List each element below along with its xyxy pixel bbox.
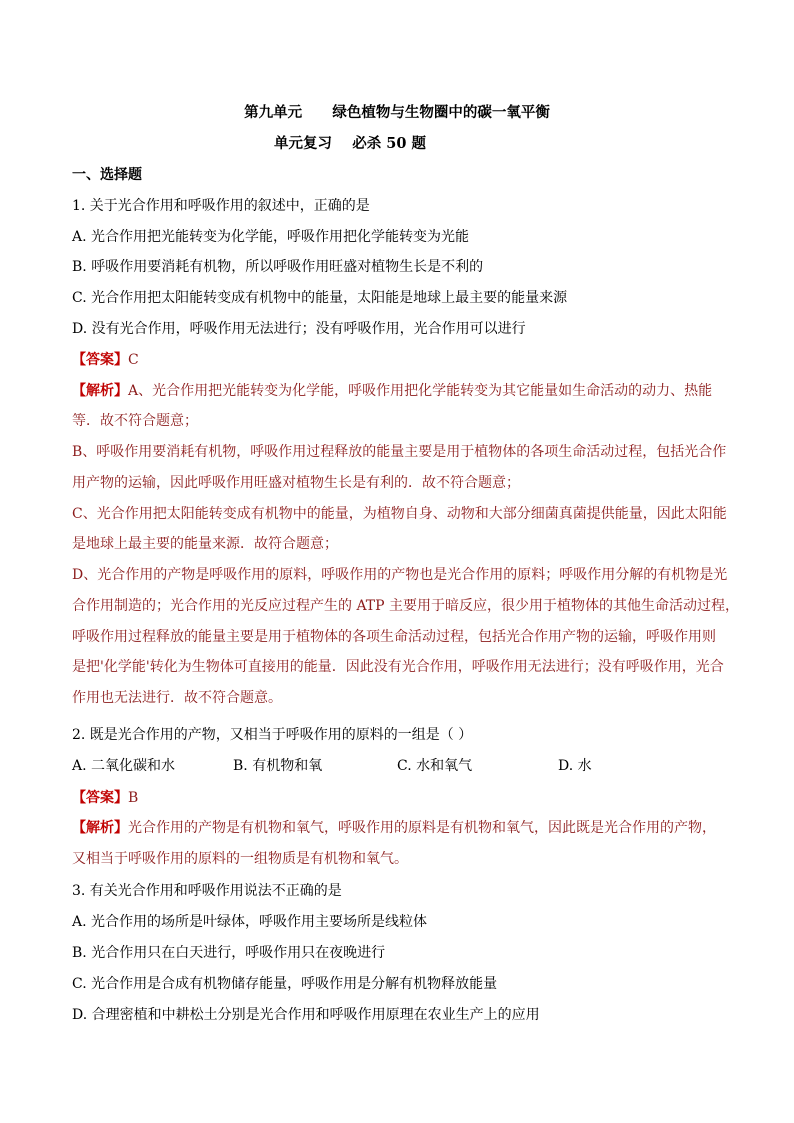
question-2-option-d: D. 水 (558, 758, 592, 774)
question-1-analysis-line (72, 381, 712, 401)
question-1-analysis-line: 用产物的运输，因此呼吸作用旺盛对植物生长是有利的．故不符合题意； (72, 475, 520, 491)
analysis-text: 光合作用的产物是有机物和氧气，呼吸作用的原料是有机物和氧气，因此既是光合作用的产物， (128, 820, 716, 836)
question-1-option-a: A. 光合作用把光能转变为化学能，呼吸作用把化学能转变为光能 (72, 229, 470, 245)
question-1-option-b: B. 呼吸作用要消耗有机物，所以呼吸作用旺盛对植物生长是不利的 (72, 259, 484, 275)
analysis-text: A、光合作用把光能转变为化学能，呼吸作用把化学能转变为其它能量如生命活动的动力、热能 (128, 383, 713, 399)
page-subtitle: 单元复习 必杀 50 题 (274, 135, 426, 152)
answer-tag: 【答案】 (72, 352, 128, 368)
question-1-analysis-line: D、光合作用的产物是呼吸作用的原料，呼吸作用的产物也是光合作用的原料；呼吸作用分解的有机物是光 (72, 567, 728, 583)
question-2-analysis-line: 又相当于呼吸作用的原料的一组物质是有机物和氧气。 (72, 851, 408, 867)
question-1-analysis-line: 是地球上最主要的能量来源．故符合题意； (72, 536, 338, 552)
question-2-answer (72, 788, 138, 808)
analysis-tag: 【解析】 (72, 820, 128, 836)
question-3-stem: 3. 有关光合作用和呼吸作用说法不正确的是 (72, 883, 342, 899)
question-2-option-b: B. 有机物和氧 (233, 758, 323, 774)
question-1-analysis-line: 是把'化学能'转化为生物体可直接用的能量．因此没有光合作用，呼吸作用无法进行；没有呼吸作用，光合 (72, 659, 724, 675)
question-2-stem: 2. 既是光合作用的产物，又相当于呼吸作用的原料的一组是（ ） (72, 727, 473, 743)
question-2-option-c: C. 水和氧气 (397, 758, 473, 774)
question-1-analysis-line: C、光合作用把太阳能转变成有机物中的能量，为植物自身、动物和大部分细菌真菌提供能量，因此太阳能 (72, 506, 727, 522)
question-3-option-d: D. 合理密植和中耕松土分别是光合作用和呼吸作用原理在农业生产上的应用 (72, 1007, 540, 1023)
question-1-answer (72, 350, 139, 370)
question-1-stem: 1. 关于光合作用和呼吸作用的叙述中，正确的是 (72, 198, 370, 214)
answer-value: B (128, 790, 139, 806)
section-heading: 一、选择题 (72, 167, 142, 183)
question-2-analysis-line (72, 818, 716, 838)
question-1-analysis-line: 呼吸作用过程释放的能量主要是用于植物体的各项生命活动过程，包括光合作用产物的运输，呼吸作用则 (72, 629, 716, 645)
question-1-analysis-line: 合作用制造的；光合作用的光反应过程产生的 ATP 主要用于暗反应，很少用于植物体的其他生命活动过程， (72, 598, 740, 614)
page-title: 第九单元 绿色植物与生物圈中的碳一氧平衡 (244, 104, 550, 121)
question-3-option-a: A. 光合作用的场所是叶绿体，呼吸作用主要场所是线粒体 (72, 914, 428, 930)
question-1-analysis-line: 等．故不符合题意； (72, 413, 198, 429)
answer-tag: 【答案】 (72, 790, 128, 806)
question-2-option-a: A. 二氧化碳和水 (72, 758, 176, 774)
question-2-options (72, 756, 672, 776)
question-1-analysis-line: 作用也无法进行．故不符合题意。 (72, 690, 282, 706)
question-1-analysis-line: B、呼吸作用要消耗有机物，呼吸作用过程释放的能量主要是用于植物体的各项生命活动过程，包括光合作 (72, 444, 727, 460)
analysis-tag: 【解析】 (72, 383, 128, 399)
question-3-option-b: B. 光合作用只在白天进行，呼吸作用只在夜晚进行 (72, 945, 386, 961)
question-1-option-d: D. 没有光合作用，呼吸作用无法进行；没有呼吸作用，光合作用可以进行 (72, 321, 526, 337)
question-3-option-c: C. 光合作用是合成有机物储存能量，呼吸作用是分解有机物释放能量 (72, 976, 498, 992)
answer-value: C (128, 352, 139, 368)
question-1-option-c: C. 光合作用把太阳能转变成有机物中的能量，太阳能是地球上最主要的能量来源 (72, 290, 568, 306)
